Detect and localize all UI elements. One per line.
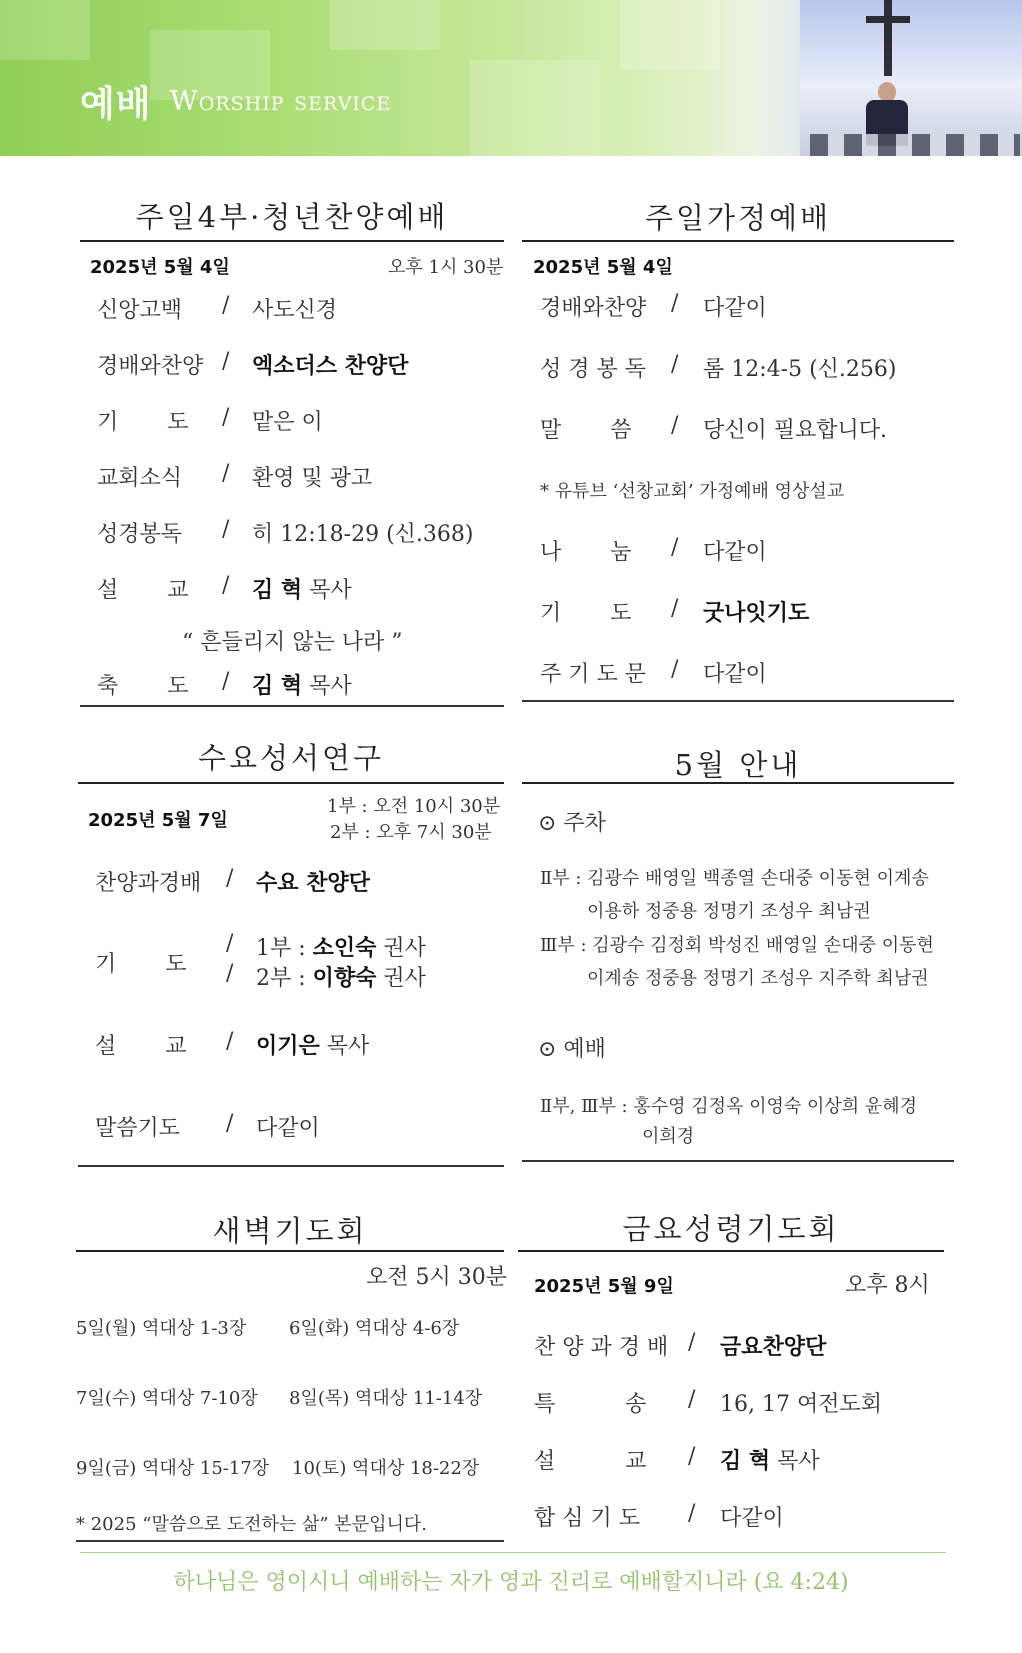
slash: / [222, 517, 230, 542]
dawn-title: 새벽기도회 [212, 1214, 368, 1248]
footer-verse: 하나님은 영이시니 예배하는 자가 영과 진리로 예배할지니라 (요 4:24) [173, 1570, 849, 1595]
divider [522, 700, 954, 702]
friday-row-value: 금요찬양단 [720, 1335, 827, 1360]
slash: / [688, 1444, 696, 1469]
family-row-label: 말 씀 [540, 418, 632, 443]
sermon-title: “ 흔들리지 않는 나라 ” [182, 630, 403, 655]
worship-heading: ⊙ 예배 [538, 1037, 606, 1062]
parking-part2-line1: 김광수 배영일 백종열 손대중 이동현 이계송 [587, 868, 929, 889]
friday-preacher-name: 김 혁 [720, 1449, 771, 1474]
slash: / [222, 293, 230, 318]
dawn-item: 5일(월) 역대상 1-3장 [76, 1318, 247, 1339]
blessing-name: 김 혁 [252, 674, 303, 699]
sunday4-time: 오후 1시 30분 [388, 257, 504, 278]
family-row-value: 다같이 [703, 540, 767, 565]
friday-time: 오후 8시 [845, 1273, 930, 1298]
family-row-label: 경배와찬양 [540, 296, 647, 321]
friday-row-label: 찬 양 과 경 배 [534, 1335, 669, 1360]
dawn-item: 10(토) 역대상 18-22장 [292, 1458, 480, 1479]
divider [522, 782, 954, 784]
family-row-value: 굿나잇기도 [703, 601, 810, 626]
parking-part3-line2: 이계송 정중용 정명기 조성우 지주학 최남권 [587, 968, 929, 989]
divider [518, 1250, 944, 1252]
slash: / [688, 1387, 696, 1412]
blessing-title: 목사 [309, 674, 352, 699]
family-row-label: 성 경 봉 독 [540, 357, 646, 382]
slash: / [671, 657, 679, 682]
divider [76, 1250, 504, 1252]
wednesday-prayer-label: 기 도 [95, 952, 187, 977]
friday-date: 2025년 5월 9일 [534, 1276, 674, 1297]
dawn-time: 오전 5시 30분 [366, 1265, 507, 1290]
slash: / [688, 1330, 696, 1355]
worship-part-label: Ⅱ부, Ⅲ부 : [540, 1096, 634, 1117]
sunday4-row-label: 신앙고백 [97, 298, 183, 323]
preacher-name: 김 혁 [252, 578, 303, 603]
friday-preacher-title: 목사 [777, 1449, 820, 1474]
slash: / [222, 349, 230, 374]
sunday4-row-value: 환영 및 광고 [252, 466, 373, 491]
slash: / [222, 573, 230, 598]
wednesday-preacher-title: 목사 [326, 1034, 370, 1059]
family-row-value: 롬 12:4-5 (신.256) [703, 357, 897, 382]
cross-icon-bar [866, 16, 910, 23]
divider [522, 240, 954, 242]
slash: / [226, 866, 234, 891]
slash: / [226, 1029, 234, 1054]
prayer2-name: 이향숙 [312, 966, 377, 991]
slash: / [222, 405, 230, 430]
banner-subtitle: Worship service [170, 86, 392, 117]
banner-tile [330, 0, 440, 50]
family-date: 2025년 5월 4일 [533, 257, 673, 278]
divider [80, 705, 504, 707]
friday-row-label: 합 심 기 도 [534, 1506, 640, 1531]
wednesday-word-value: 다같이 [256, 1116, 320, 1141]
parking-part3-line1: 김광수 김정회 박성진 배영일 손대중 이동현 [592, 935, 934, 956]
church-stage-photo [800, 0, 1022, 156]
family-row-label: 나 눔 [540, 540, 632, 565]
worship-line2: 이희경 [642, 1126, 695, 1147]
slash: / [226, 931, 234, 956]
may-title: 5월 안내 [674, 748, 802, 782]
family-row-value: 당신이 필요합니다. [703, 418, 888, 443]
slash: / [688, 1501, 696, 1526]
slash: / [671, 291, 679, 316]
friday-title: 금요성령기도회 [622, 1212, 840, 1246]
wednesday-date: 2025년 5월 7일 [88, 810, 228, 831]
slash: / [226, 961, 234, 986]
divider [78, 1165, 504, 1167]
prayer2-part: 2부 : [256, 966, 313, 991]
slash: / [671, 352, 679, 377]
divider [78, 782, 504, 784]
slash: / [222, 461, 230, 486]
slash: / [222, 669, 230, 694]
cross-icon [884, 0, 892, 76]
dawn-item: 6일(화) 역대상 4-6장 [289, 1318, 460, 1339]
dawn-item: 9일(금) 역대상 15-17장 [76, 1458, 270, 1479]
slash: / [226, 1111, 234, 1136]
preacher-figure [878, 82, 896, 102]
prayer1-part: 1부 : [256, 936, 313, 961]
family-row-label: 기 도 [540, 601, 632, 626]
banner-tile [0, 0, 90, 60]
header-banner [0, 0, 1022, 156]
sunday4-title: 주일4부·청년찬양예배 [135, 200, 449, 234]
divider [80, 240, 504, 242]
banner-tile [470, 60, 600, 156]
parking-part2-line2: 이용하 정중용 정명기 조성우 최남권 [587, 901, 871, 922]
worship-line1: 홍수영 김정옥 이영숙 이상희 윤혜경 [633, 1096, 918, 1117]
friday-row-value: 16, 17 여전도회 [720, 1392, 882, 1417]
prayer1-title: 권사 [383, 936, 426, 961]
family-title: 주일가정예배 [644, 201, 832, 235]
parking-heading: ⊙ 주차 [538, 811, 606, 836]
family-row-label: 주 기 도 문 [540, 662, 646, 687]
sunday4-row-label: 설 교 [97, 578, 189, 603]
wednesday-word-label: 말씀기도 [95, 1116, 181, 1141]
stage-pulpit [810, 134, 1020, 156]
wednesday-time1: 1부 : 오전 10시 30분 [327, 796, 501, 817]
dawn-item: 8일(목) 역대상 11-14장 [289, 1388, 483, 1409]
wednesday-sermon-label: 설 교 [95, 1034, 187, 1059]
wednesday-preacher-name: 이기은 [256, 1034, 320, 1059]
slash: / [671, 535, 679, 560]
parking-part3-label: Ⅲ부 : [540, 935, 593, 956]
banner-title: 예배 [80, 84, 152, 125]
footer-divider [80, 1552, 946, 1553]
divider [522, 1160, 954, 1162]
sunday4-row-label: 경배와찬양 [97, 354, 204, 379]
prayer2-title: 권사 [383, 966, 426, 991]
sunday4-bless-label: 축 도 [97, 674, 189, 699]
sunday4-date: 2025년 5월 4일 [90, 257, 230, 278]
sunday4-row-label: 기 도 [97, 410, 189, 435]
family-row-value: 다같이 [703, 662, 767, 687]
divider [76, 1540, 504, 1542]
sunday4-row-label: 성경봉독 [97, 522, 183, 547]
prayer1-name: 소인숙 [312, 936, 377, 961]
friday-row-label: 특 송 [534, 1392, 647, 1417]
sunday4-row-value: 히 12:18-29 (신.368) [252, 522, 474, 547]
wednesday-praise-value: 수요 찬양단 [256, 871, 370, 896]
friday-row-value: 다같이 [720, 1506, 784, 1531]
preacher-title: 목사 [309, 578, 352, 603]
parking-part2-label: Ⅱ부 : [540, 868, 588, 889]
sunday4-row-value: 엑소더스 찬양단 [252, 354, 409, 379]
banner-tile [620, 0, 720, 70]
wednesday-title: 수요성서연구 [197, 741, 385, 775]
wednesday-praise-label: 찬양과경배 [95, 871, 202, 896]
sunday4-row-label: 교회소식 [97, 466, 183, 491]
slash: / [671, 413, 679, 438]
slash: / [671, 596, 679, 621]
wednesday-time2: 2부 : 오후 7시 30분 [330, 822, 492, 843]
family-row-value: 다같이 [703, 296, 767, 321]
dawn-item: 7일(수) 역대상 7-10장 [76, 1388, 258, 1409]
sunday4-row-value: 맡은 이 [252, 410, 323, 435]
friday-row-label: 설 교 [534, 1449, 647, 1474]
dawn-note: * 2025 “말씀으로 도전하는 삶” 본문입니다. [76, 1514, 427, 1535]
sunday4-row-value: 사도신경 [252, 298, 338, 323]
family-note: * 유튜브 ‘선창교회’ 가정예배 영상설교 [540, 481, 845, 502]
